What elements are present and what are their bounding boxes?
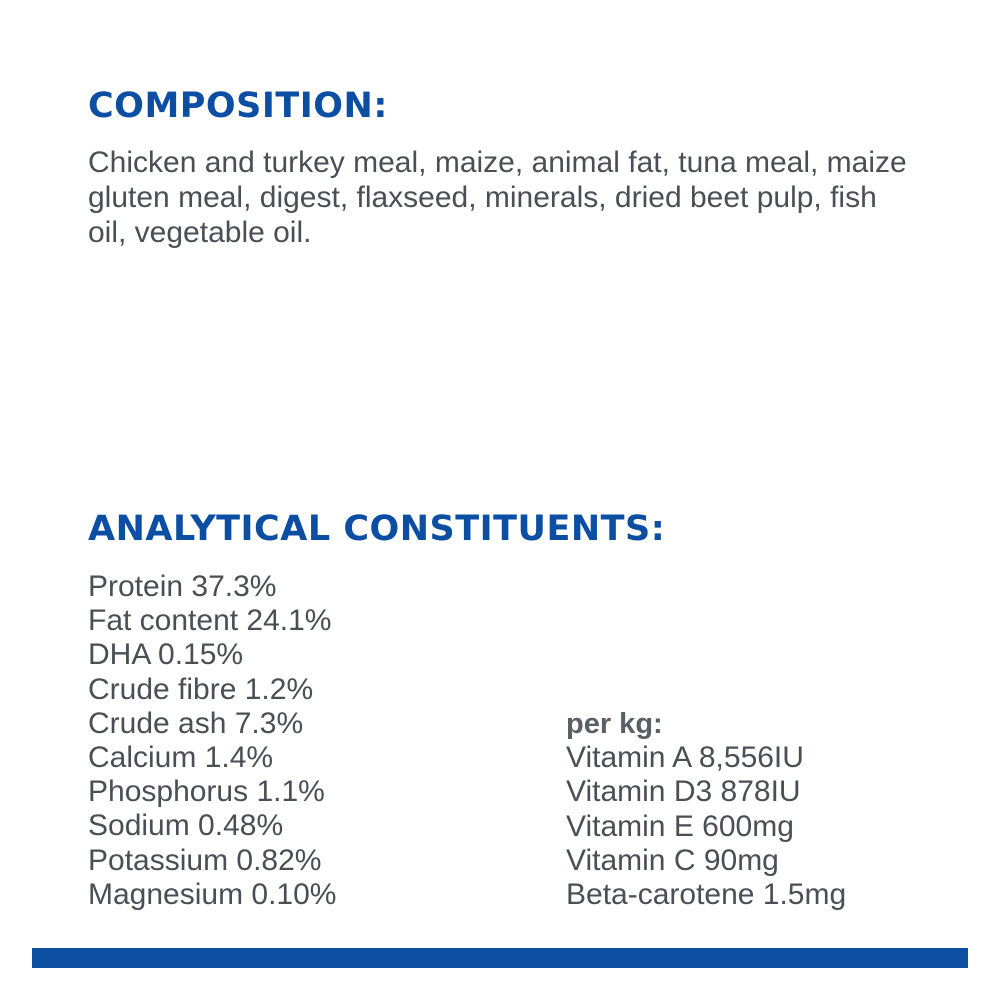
constituents-list	[88, 570, 336, 912]
per-kg-label: per kg:	[566, 708, 663, 740]
constituent-item: Fat content 24.1%	[88, 604, 332, 638]
composition-text: Chicken and turkey meal, maize, animal fat, tuna meal, maize gluten meal, digest, flaxseed, minerals, dried beet pulp, fish oil, vegetable oil.	[88, 146, 907, 249]
vitamin-item: Vitamin E 600mg	[566, 809, 794, 843]
footer-bar	[32, 948, 968, 968]
constituent-item: Magnesium 0.10%	[88, 877, 337, 911]
constituent-item: Crude ash 7.3%	[88, 706, 304, 740]
constituent-item: DHA 0.15%	[88, 638, 244, 672]
constituent-item: Protein 37.3%	[88, 570, 277, 603]
constituent-item: Phosphorus 1.1%	[88, 775, 325, 809]
vitamin-item: Vitamin C 90mg	[566, 843, 779, 877]
vitamins-block	[566, 707, 846, 912]
analytical-constituents-heading: ANALYTICAL CONSTITUENTS:	[88, 509, 666, 549]
constituent-item: Calcium 1.4%	[88, 740, 274, 774]
vitamin-item: Vitamin D3 878IU	[566, 775, 801, 809]
constituent-item: Sodium 0.48%	[88, 809, 284, 843]
vitamin-item: Beta-carotene 1.5mg	[566, 877, 847, 911]
vitamin-item: Vitamin A 8,556IU	[566, 741, 804, 775]
composition-heading: COMPOSITION:	[88, 86, 388, 126]
vitamins-list	[566, 741, 846, 912]
constituent-item: Potassium 0.82%	[88, 843, 322, 877]
constituent-item: Crude fibre 1.2%	[88, 672, 314, 706]
